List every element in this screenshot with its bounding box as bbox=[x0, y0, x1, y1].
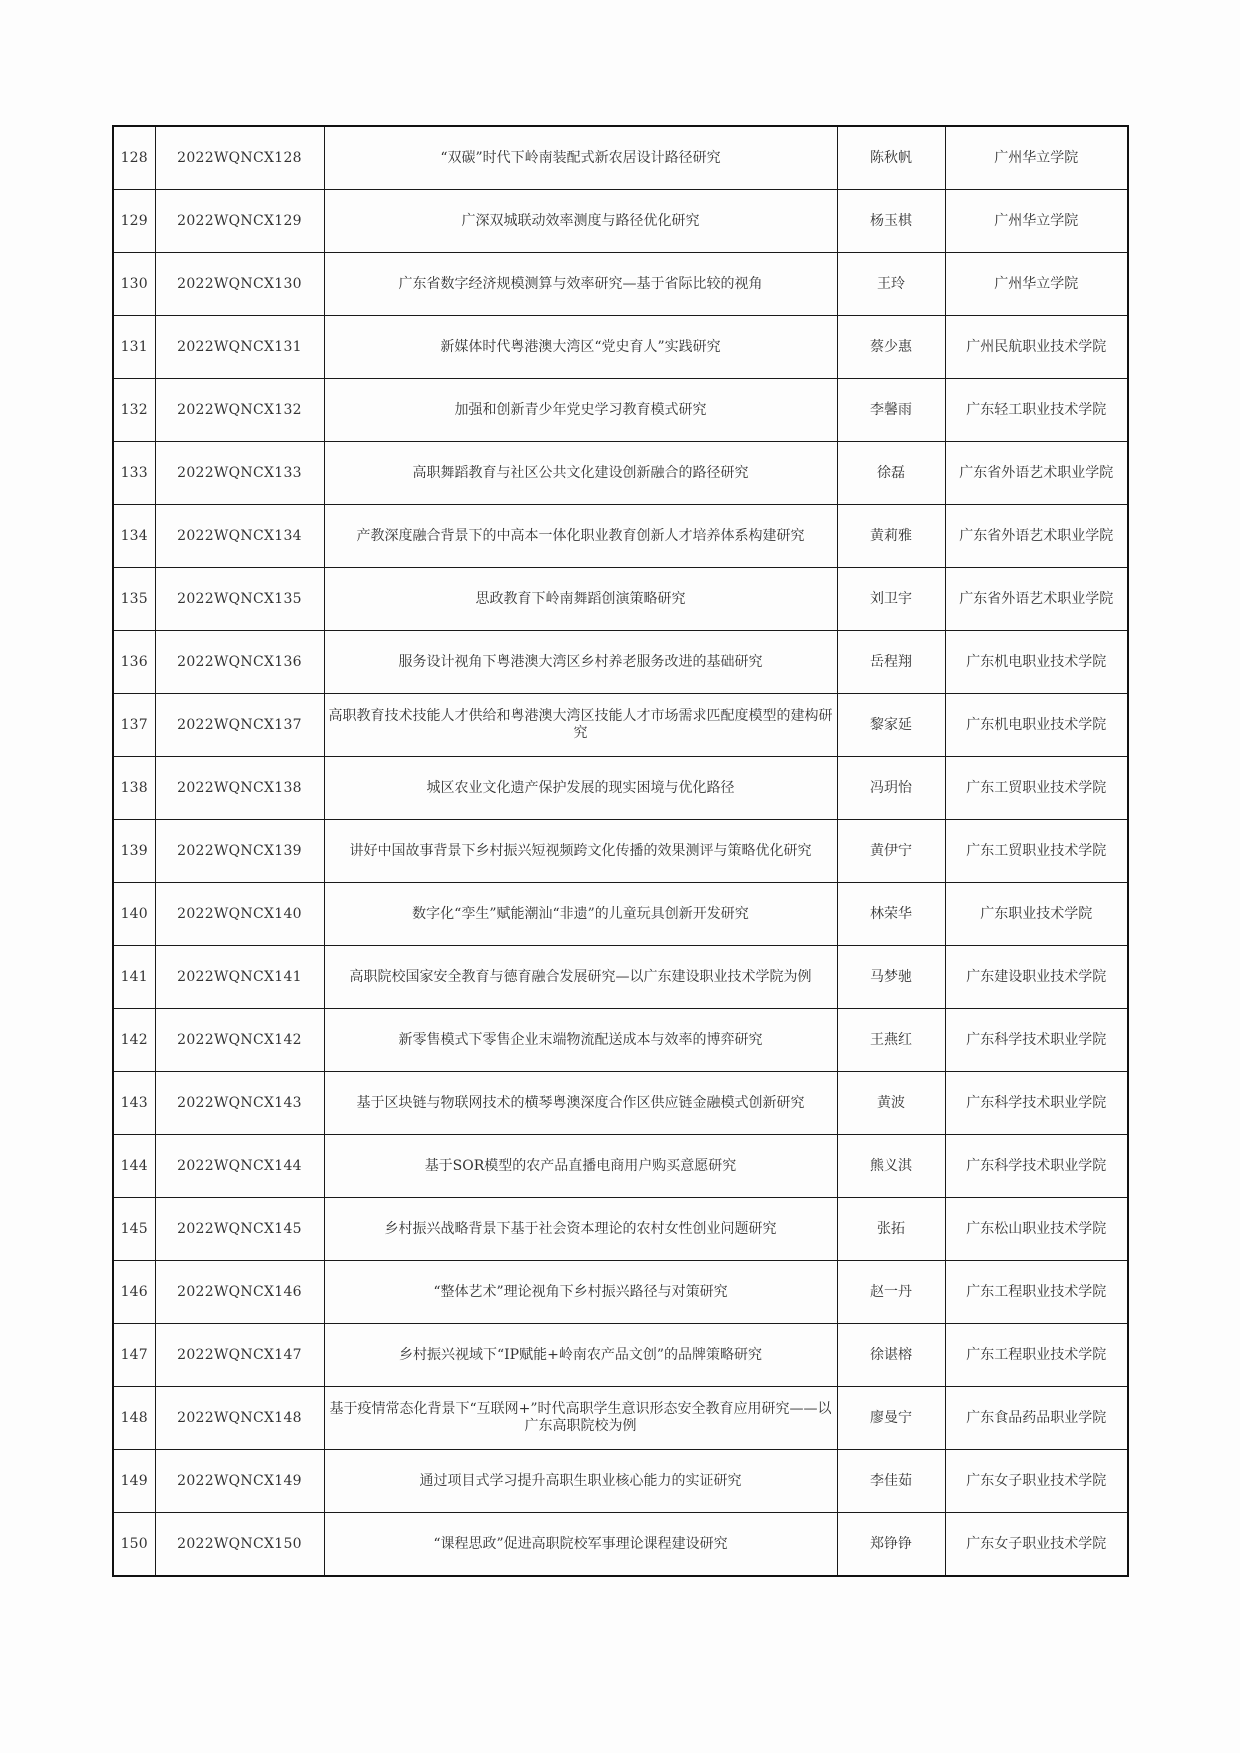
applicant-name: 刘卫宇 bbox=[837, 568, 945, 631]
row-number: 138 bbox=[113, 757, 155, 820]
project-title: 基于区块链与物联网技术的横琴粤澳深度合作区供应链金融模式创新研究 bbox=[324, 1072, 837, 1135]
institution-name: 广东食品药品职业学院 bbox=[945, 1387, 1128, 1450]
row-number: 140 bbox=[113, 883, 155, 946]
institution-name: 广东省外语艺术职业学院 bbox=[945, 505, 1128, 568]
project-code: 2022WQNCX150 bbox=[155, 1513, 324, 1577]
row-number: 133 bbox=[113, 442, 155, 505]
table-row bbox=[113, 883, 1128, 946]
project-code: 2022WQNCX142 bbox=[155, 1009, 324, 1072]
project-code: 2022WQNCX130 bbox=[155, 253, 324, 316]
project-code: 2022WQNCX146 bbox=[155, 1261, 324, 1324]
project-code: 2022WQNCX149 bbox=[155, 1450, 324, 1513]
row-number: 141 bbox=[113, 946, 155, 1009]
applicant-name: 岳程翔 bbox=[837, 631, 945, 694]
applicant-name: 熊义淇 bbox=[837, 1135, 945, 1198]
row-number: 132 bbox=[113, 379, 155, 442]
applicant-name: 王玲 bbox=[837, 253, 945, 316]
table-row bbox=[113, 442, 1128, 505]
row-number: 139 bbox=[113, 820, 155, 883]
project-code: 2022WQNCX137 bbox=[155, 694, 324, 757]
institution-name: 广州民航职业技术学院 bbox=[945, 316, 1128, 379]
row-number: 143 bbox=[113, 1072, 155, 1135]
project-title: 高职舞蹈教育与社区公共文化建设创新融合的路径研究 bbox=[324, 442, 837, 505]
project-code: 2022WQNCX141 bbox=[155, 946, 324, 1009]
project-code: 2022WQNCX145 bbox=[155, 1198, 324, 1261]
table-row bbox=[113, 1324, 1128, 1387]
table-row bbox=[113, 946, 1128, 1009]
row-number: 129 bbox=[113, 190, 155, 253]
institution-name: 广东女子职业技术学院 bbox=[945, 1513, 1128, 1577]
applicant-name: 林荣华 bbox=[837, 883, 945, 946]
applicant-name: 黄伊宁 bbox=[837, 820, 945, 883]
table-row bbox=[113, 1072, 1128, 1135]
table-row bbox=[113, 1261, 1128, 1324]
applicant-name: 徐谌榕 bbox=[837, 1324, 945, 1387]
project-title: 思政教育下岭南舞蹈创演策略研究 bbox=[324, 568, 837, 631]
table-row bbox=[113, 190, 1128, 253]
row-number: 148 bbox=[113, 1387, 155, 1450]
row-number: 147 bbox=[113, 1324, 155, 1387]
table-row bbox=[113, 126, 1128, 190]
applicant-name: 冯玥怡 bbox=[837, 757, 945, 820]
project-title: 乡村振兴视域下“IP赋能+岭南农产品文创”的品牌策略研究 bbox=[324, 1324, 837, 1387]
project-title: 广深双城联动效率测度与路径优化研究 bbox=[324, 190, 837, 253]
project-code: 2022WQNCX143 bbox=[155, 1072, 324, 1135]
institution-name: 广东工程职业技术学院 bbox=[945, 1324, 1128, 1387]
project-title: 新媒体时代粤港澳大湾区“党史育人”实践研究 bbox=[324, 316, 837, 379]
applicant-name: 王燕红 bbox=[837, 1009, 945, 1072]
project-title: 加强和创新青少年党史学习教育模式研究 bbox=[324, 379, 837, 442]
project-title: 通过项目式学习提升高职生职业核心能力的实证研究 bbox=[324, 1450, 837, 1513]
project-title: 基于疫情常态化背景下“互联网+”时代高职学生意识形态安全教育应用研究——以广东高职院校为例 bbox=[324, 1387, 837, 1450]
project-title: 广东省数字经济规模测算与效率研究—基于省际比较的视角 bbox=[324, 253, 837, 316]
project-title: 基于SOR模型的农产品直播电商用户购买意愿研究 bbox=[324, 1135, 837, 1198]
institution-name: 广东职业技术学院 bbox=[945, 883, 1128, 946]
row-number: 150 bbox=[113, 1513, 155, 1577]
project-code: 2022WQNCX128 bbox=[155, 126, 324, 190]
applicant-name: 蔡少惠 bbox=[837, 316, 945, 379]
applicant-name: 郑铮铮 bbox=[837, 1513, 945, 1577]
institution-name: 广东省外语艺术职业学院 bbox=[945, 568, 1128, 631]
row-number: 130 bbox=[113, 253, 155, 316]
table-row bbox=[113, 1450, 1128, 1513]
institution-name: 广东省外语艺术职业学院 bbox=[945, 442, 1128, 505]
row-number: 144 bbox=[113, 1135, 155, 1198]
project-title: 高职教育技术技能人才供给和粤港澳大湾区技能人才市场需求匹配度模型的建构研究 bbox=[324, 694, 837, 757]
applicant-name: 黄莉雅 bbox=[837, 505, 945, 568]
table-row bbox=[113, 379, 1128, 442]
institution-name: 广州华立学院 bbox=[945, 253, 1128, 316]
row-number: 137 bbox=[113, 694, 155, 757]
table-row bbox=[113, 757, 1128, 820]
project-code: 2022WQNCX139 bbox=[155, 820, 324, 883]
table-row bbox=[113, 1387, 1128, 1450]
institution-name: 广东工贸职业技术学院 bbox=[945, 820, 1128, 883]
institution-name: 广东科学技术职业学院 bbox=[945, 1135, 1128, 1198]
institution-name: 广东女子职业技术学院 bbox=[945, 1450, 1128, 1513]
project-code: 2022WQNCX129 bbox=[155, 190, 324, 253]
table-row bbox=[113, 1513, 1128, 1577]
project-title: “课程思政”促进高职院校军事理论课程建设研究 bbox=[324, 1513, 837, 1577]
institution-name: 广州华立学院 bbox=[945, 190, 1128, 253]
project-code: 2022WQNCX140 bbox=[155, 883, 324, 946]
institution-name: 广东机电职业技术学院 bbox=[945, 631, 1128, 694]
table-row bbox=[113, 820, 1128, 883]
row-number: 136 bbox=[113, 631, 155, 694]
project-title: 高职院校国家安全教育与德育融合发展研究—以广东建设职业技术学院为例 bbox=[324, 946, 837, 1009]
row-number: 145 bbox=[113, 1198, 155, 1261]
project-code: 2022WQNCX148 bbox=[155, 1387, 324, 1450]
table-row bbox=[113, 1009, 1128, 1072]
applicant-name: 李馨雨 bbox=[837, 379, 945, 442]
table-row bbox=[113, 631, 1128, 694]
project-title: 数字化“孪生”赋能潮汕“非遗”的儿童玩具创新开发研究 bbox=[324, 883, 837, 946]
project-code: 2022WQNCX134 bbox=[155, 505, 324, 568]
row-number: 131 bbox=[113, 316, 155, 379]
institution-name: 广东建设职业技术学院 bbox=[945, 946, 1128, 1009]
project-list-table bbox=[112, 125, 1129, 1577]
row-number: 128 bbox=[113, 126, 155, 190]
row-number: 146 bbox=[113, 1261, 155, 1324]
applicant-name: 廖曼宁 bbox=[837, 1387, 945, 1450]
project-code: 2022WQNCX132 bbox=[155, 379, 324, 442]
applicant-name: 赵一丹 bbox=[837, 1261, 945, 1324]
applicant-name: 黄波 bbox=[837, 1072, 945, 1135]
institution-name: 广东科学技术职业学院 bbox=[945, 1072, 1128, 1135]
applicant-name: 杨玉棋 bbox=[837, 190, 945, 253]
project-title: 乡村振兴战略背景下基于社会资本理论的农村女性创业问题研究 bbox=[324, 1198, 837, 1261]
project-title: 新零售模式下零售企业末端物流配送成本与效率的博弈研究 bbox=[324, 1009, 837, 1072]
table-row bbox=[113, 1198, 1128, 1261]
table-row bbox=[113, 505, 1128, 568]
project-code: 2022WQNCX135 bbox=[155, 568, 324, 631]
project-code: 2022WQNCX131 bbox=[155, 316, 324, 379]
table-row bbox=[113, 1135, 1128, 1198]
applicant-name: 陈秋帆 bbox=[837, 126, 945, 190]
project-code: 2022WQNCX144 bbox=[155, 1135, 324, 1198]
applicant-name: 黎家延 bbox=[837, 694, 945, 757]
applicant-name: 马梦驰 bbox=[837, 946, 945, 1009]
table-row bbox=[113, 253, 1128, 316]
project-title: “双碳”时代下岭南装配式新农居设计路径研究 bbox=[324, 126, 837, 190]
row-number: 149 bbox=[113, 1450, 155, 1513]
table-row bbox=[113, 316, 1128, 379]
institution-name: 广东松山职业技术学院 bbox=[945, 1198, 1128, 1261]
project-title: 服务设计视角下粤港澳大湾区乡村养老服务改进的基础研究 bbox=[324, 631, 837, 694]
row-number: 135 bbox=[113, 568, 155, 631]
applicant-name: 徐磊 bbox=[837, 442, 945, 505]
applicant-name: 张拓 bbox=[837, 1198, 945, 1261]
row-number: 142 bbox=[113, 1009, 155, 1072]
institution-name: 广东工程职业技术学院 bbox=[945, 1261, 1128, 1324]
project-title: 城区农业文化遗产保护发展的现实困境与优化路径 bbox=[324, 757, 837, 820]
institution-name: 广州华立学院 bbox=[945, 126, 1128, 190]
project-title: “整体艺术”理论视角下乡村振兴路径与对策研究 bbox=[324, 1261, 837, 1324]
institution-name: 广东科学技术职业学院 bbox=[945, 1009, 1128, 1072]
project-code: 2022WQNCX147 bbox=[155, 1324, 324, 1387]
project-code: 2022WQNCX133 bbox=[155, 442, 324, 505]
project-title: 讲好中国故事背景下乡村振兴短视频跨文化传播的效果测评与策略优化研究 bbox=[324, 820, 837, 883]
project-code: 2022WQNCX136 bbox=[155, 631, 324, 694]
project-title: 产教深度融合背景下的中高本一体化职业教育创新人才培养体系构建研究 bbox=[324, 505, 837, 568]
applicant-name: 李佳茹 bbox=[837, 1450, 945, 1513]
table-row bbox=[113, 568, 1128, 631]
table-row bbox=[113, 694, 1128, 757]
table-body bbox=[113, 126, 1128, 1576]
project-code: 2022WQNCX138 bbox=[155, 757, 324, 820]
row-number: 134 bbox=[113, 505, 155, 568]
institution-name: 广东机电职业技术学院 bbox=[945, 694, 1128, 757]
institution-name: 广东轻工职业技术学院 bbox=[945, 379, 1128, 442]
institution-name: 广东工贸职业技术学院 bbox=[945, 757, 1128, 820]
